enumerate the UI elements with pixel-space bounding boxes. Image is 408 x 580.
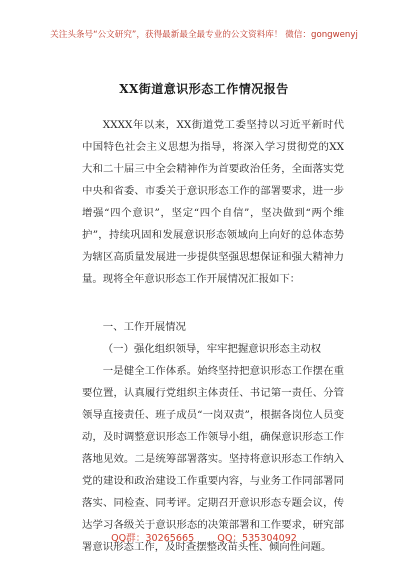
body-paragraph: 一是健全工作体系。始终坚持把意识形态工作摆在重要位置，认真履行党组织主体责任、书记第一责任、分管领导直接责任、班子成员“一岗双责”，根据各岗位人员变动，及时调整意识形态工作领导小组，确保意识形态工作落地见效。二是统筹部署落实。坚持将意识形态工作纳入党的建设和政治建设工作重要内容，与业务工作同部署同落实、同检查、同考评。定期召开意识形态专题会议，传达学习各级关于意识形态的决策部署和工作要求，研究部署意识形态工作，及时查摆整改苗头性、倾向性问题。 (82, 365, 344, 553)
header-promo-note: 关注头条号“公文研究”，获得最新最全最专业的公文资料库！ 微信：gongwenyj (50, 30, 358, 40)
qq-number: QQ：535304092 (217, 533, 297, 544)
intro-paragraph: XXXX年以来，XX街道党工委坚持以习近平新时代中国特色社会主义思想为指导，将深入学习贯彻党的XX大和二十届三中全会精神作为首要政治任务，全面落实党中央和省委、市委关于意识形态工作的部署要求，进一步增强“四个意识”，坚定“四个自信”，坚决做到“两个维护”，持续巩固和发展意识形态领域向上向好的总体态势为辖区高质量发展进一步提供坚强思想保证和强大精神力量。现将全年意识形态工作开展情况汇报如下： (82, 119, 344, 285)
subsection-heading: （一）强化组织领导，牢牢把握意识形态主动权 (102, 343, 321, 355)
document-title: XX街道意识形态工作情况报告 (119, 82, 289, 96)
footer-contact (0, 530, 408, 544)
section-heading: 一、工作开展情况 (102, 321, 186, 333)
qq-group-number: QQ群：30265665 (111, 533, 195, 544)
